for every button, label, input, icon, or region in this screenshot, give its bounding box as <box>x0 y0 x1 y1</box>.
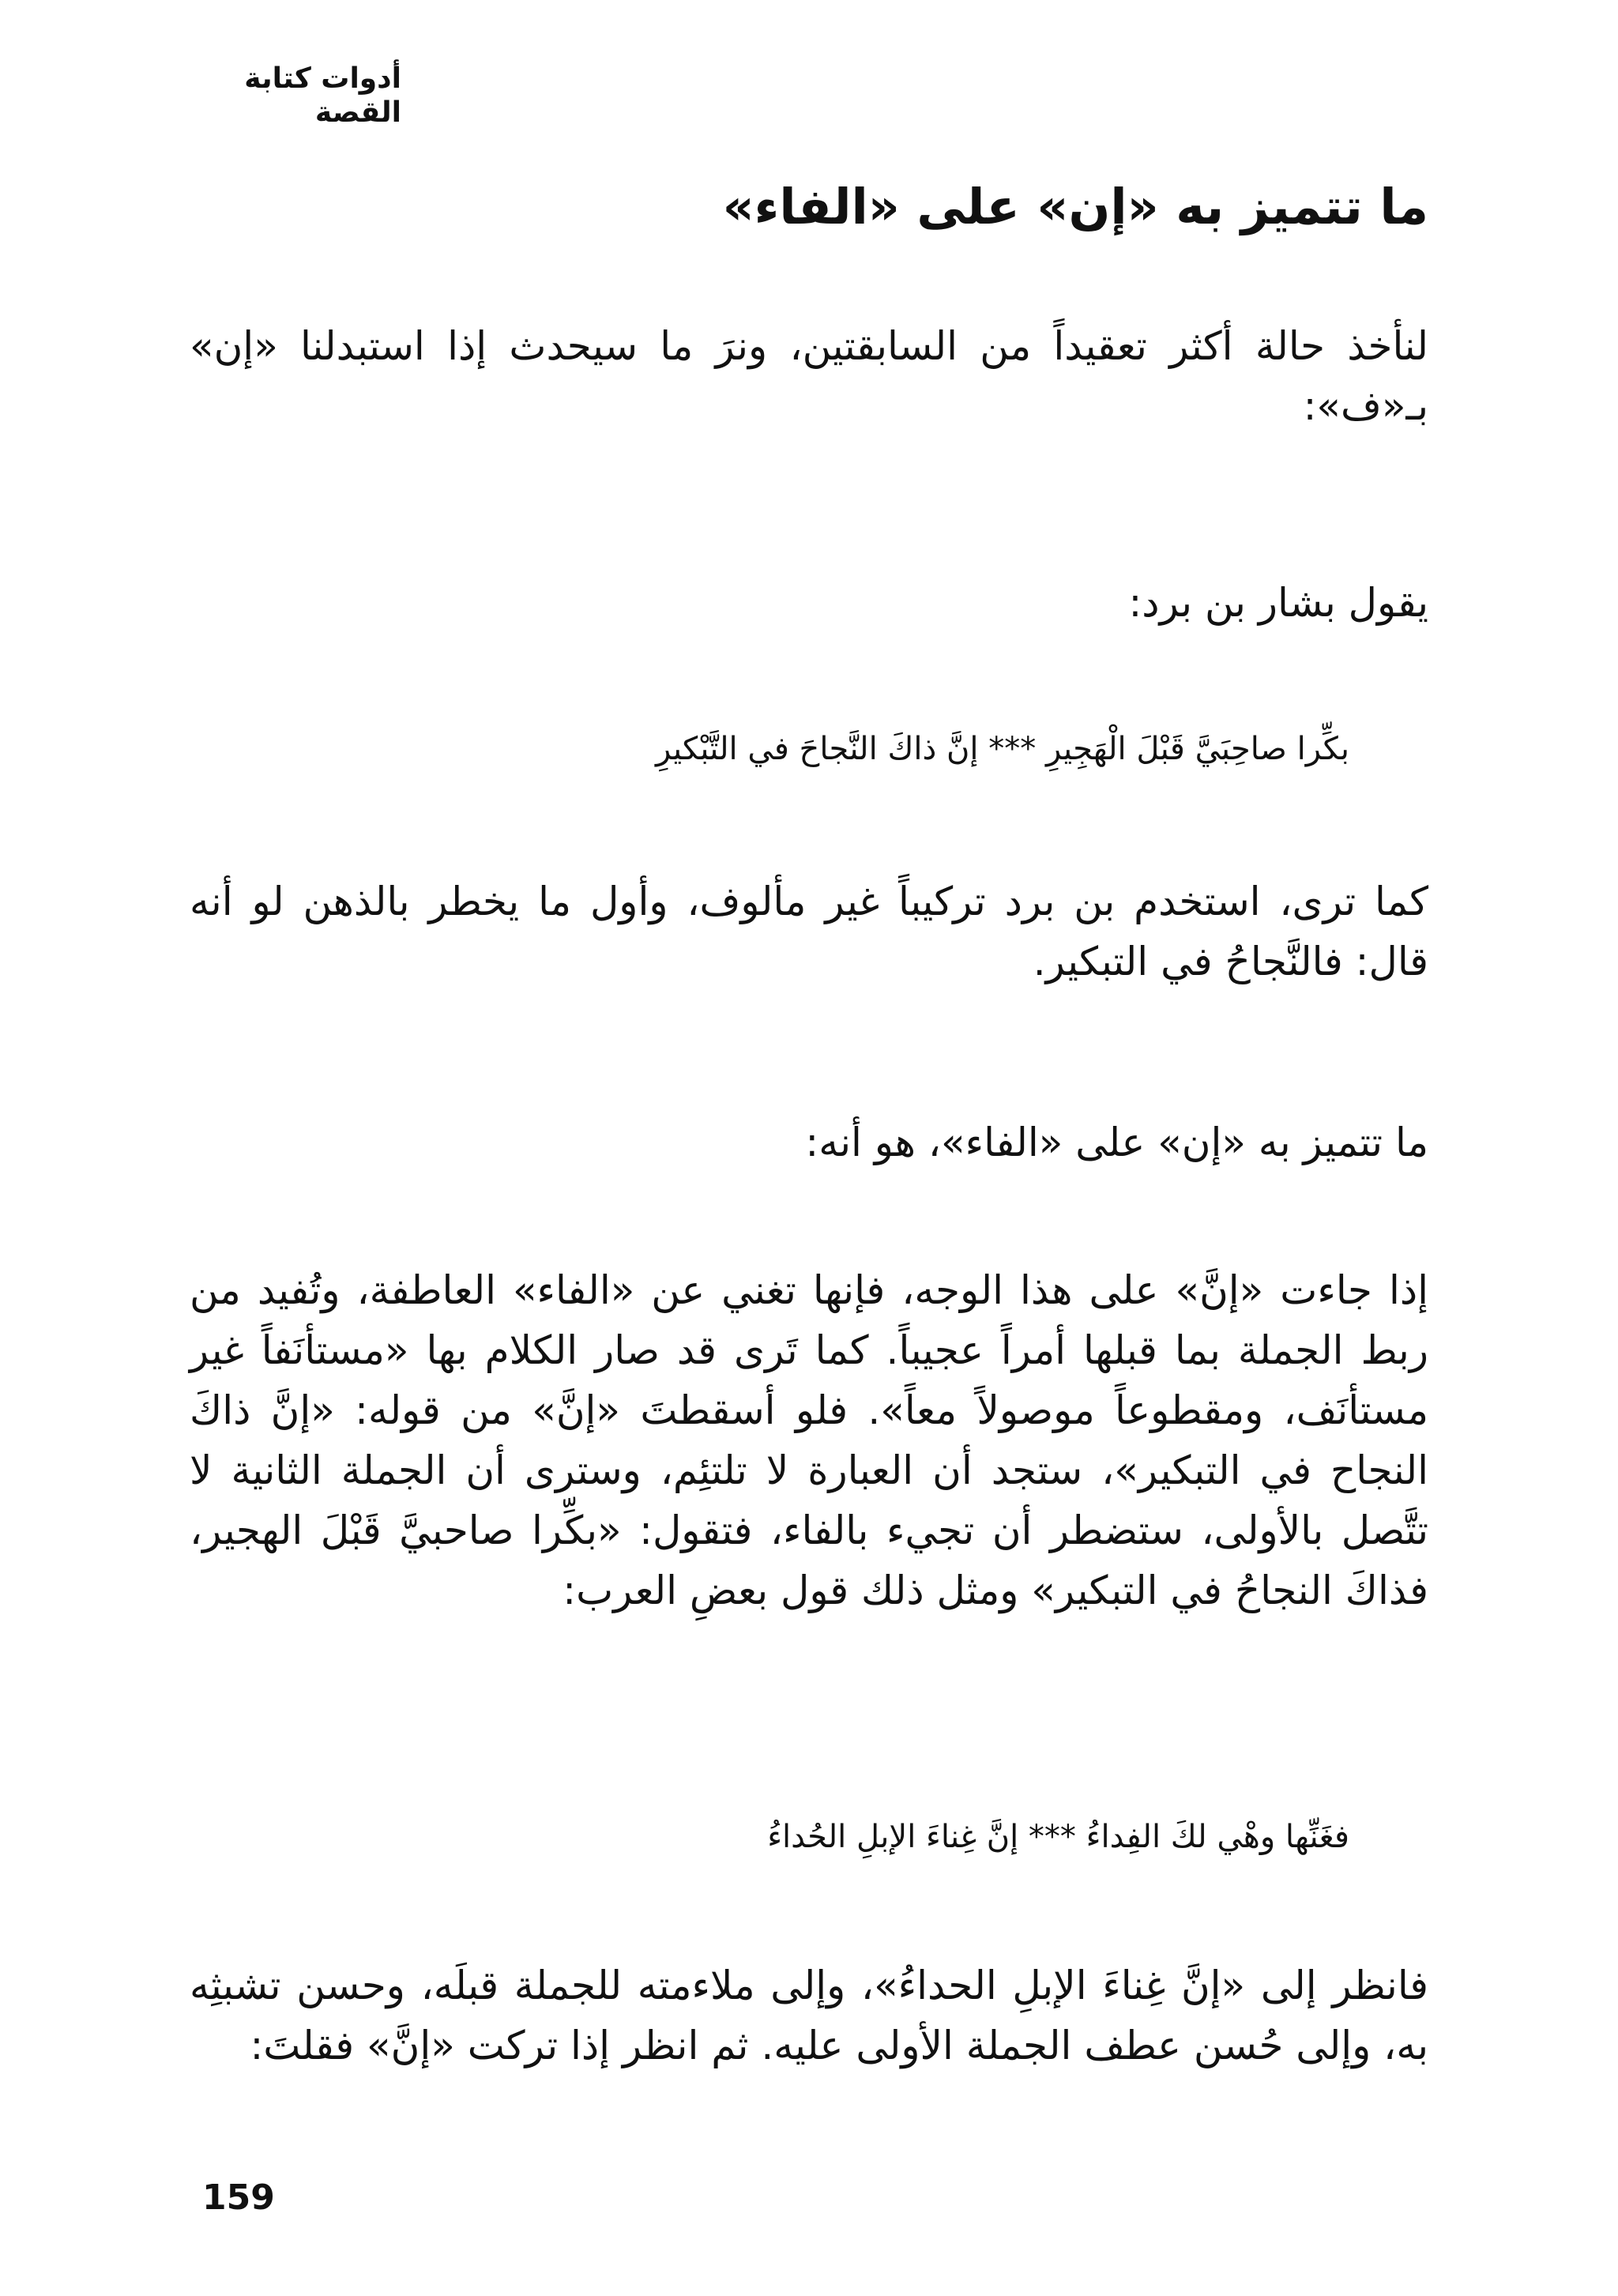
paragraph-explanation: إذا جاءت «إنَّ» على هذا الوجه، فإنها تغني عن «الفاء» العاطفة، وتُفيد من ربط الجملة بما قبلها أمراً عجيباً. كما تَرى قد صار الكلام بها «مستأنَفاً غير مستأنَف، ومقطوعاً موصولاً معاً». فلو أسقطتَ «إنَّ» من قوله: «إنَّ ذاكَ النجاح في التبكير»، ستجد أن العبارة لا تلتئِم، وسترى أن الجملة الثانية لا تتَّصل بالأولى، ستضطر أن تجيء بالفاء، فتقول: «بكِّرا صاحبيَّ قَبْلَ الهجير، فذاكَ النجاحُ في التبكير» ومثل ذلك قول بعضِ العرب: <box>190 1267 1428 1613</box>
paragraph-observation: كما ترى، استخدم بن برد تركيباً غير مألوف، وأول ما يخطر بالذهن لو أنه قال: فالنَّجاحُ في التبكير. <box>190 879 1428 984</box>
section-title: ما تتميز به «إن» على «الفاء» <box>722 178 1428 235</box>
verse-bashar: بكِّرا صاحِبَيَّ قَبْلَ الْهَجِيرِ *** إنَّ ذاكَ النَّجاحَ في التَّبْكيرِ <box>655 731 1349 767</box>
paragraph-conclusion: فانظر إلى «إنَّ غِناءَ الإبلِ الحداءُ»، وإلى ملاءمته للجملة قبلَه، وحسن تشبثِه به، وإلى حُسن عطف الجملة الأولى عليه. ثم انظر إذا تركت «إنَّ» فقلتَ: <box>190 1963 1428 2068</box>
page-number: 159 <box>202 2177 275 2218</box>
running-header: أدوات كتابة القصة <box>244 62 401 130</box>
verse-arab-saying: فغَنِّها وهْي لكَ الفِداءُ *** إنَّ غِناءَ الإبلِ الحُداءُ <box>767 1819 1349 1855</box>
paragraph-attribution: يقول بشار بن برد: <box>1128 580 1428 626</box>
paragraph-feature-intro: ما تتميز به «إن» على «الفاء»، هو أنه: <box>805 1120 1428 1165</box>
paragraph-intro: لنأخذ حالة أكثر تعقيداً من السابقتين، ونرَ ما سيحدث إذا استبدلنا «إن» بـ«ف»: <box>190 323 1428 429</box>
